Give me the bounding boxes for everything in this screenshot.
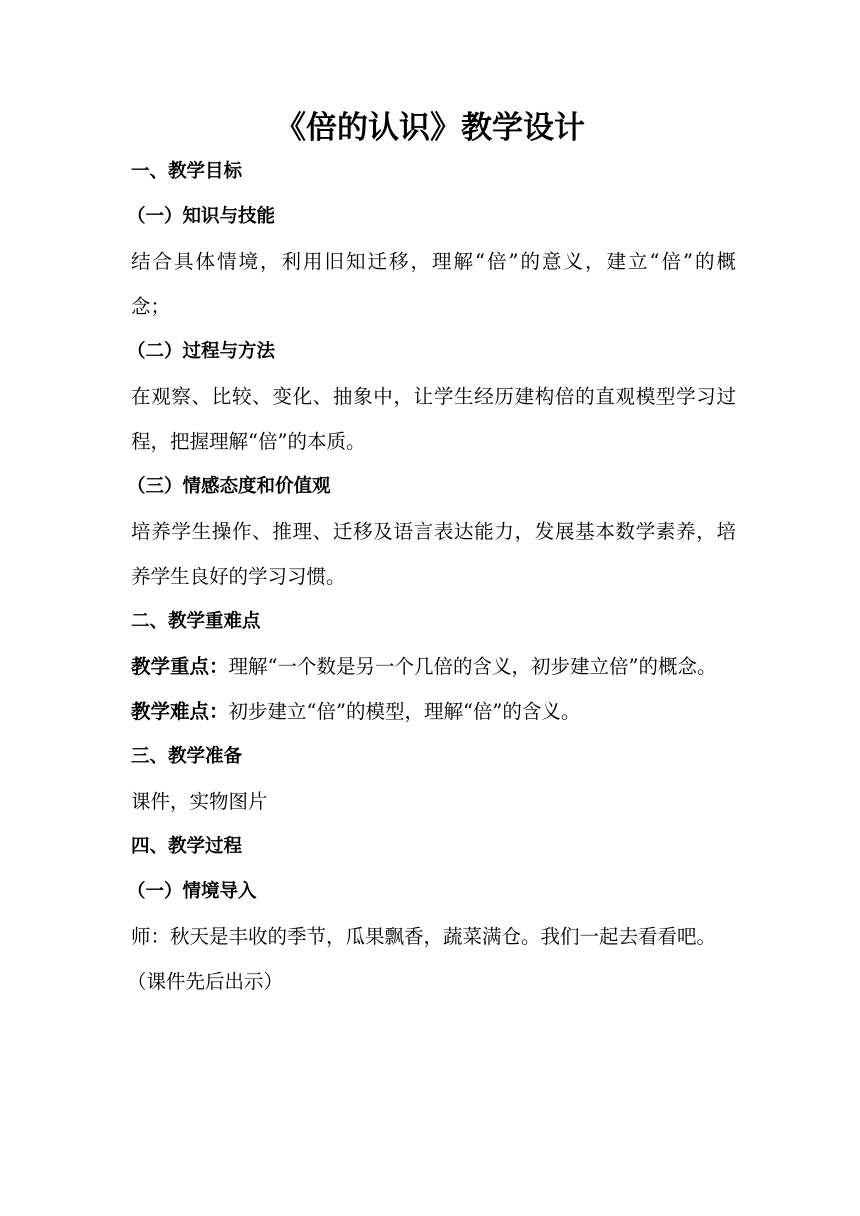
paragraph-line: 结合具体情境，利用旧知迁移，理解“倍”的意义，建立“倍”的概 [131,250,736,273]
key-point-text: 理解“一个数是另一个几倍的含义，初步建立倍”的概念。 [228,655,717,678]
preparation-text: 课件，实物图片 [131,790,268,813]
difficult-point-label: 教学难点： [131,700,229,723]
subheading-attitude-values: （三）情感态度和价值观 [127,476,331,497]
section-heading-process: 四、教学过程 [131,836,243,857]
paragraph-line: （课件先后出示） [127,970,284,993]
paragraph-line: 在观察、比较、变化、抽象中，让学生经历建构倍的直观模型学习过 [131,385,736,408]
section-heading-key-points: 二、教学重难点 [131,611,261,632]
paragraph-line: 师：秋天是丰收的季节，瓜果飘香，蔬菜满仓。我们一起去看看吧。 [131,925,717,948]
paragraph-line: 程，把握理解“倍”的本质。 [131,430,366,453]
key-point-line [131,652,736,682]
paragraph-line: 养学生良好的学习习惯。 [131,565,346,588]
key-point-label: 教学重点： [131,655,229,678]
difficult-point-line [131,697,736,727]
subheading-process-method: （二）过程与方法 [127,341,276,362]
subheading-knowledge-skills: （一）知识与技能 [127,206,276,227]
difficult-point-text: 初步建立“倍”的模型，理解“倍”的含义。 [228,700,581,723]
subheading-scenario-intro: （一）情境导入 [127,881,257,902]
paragraph-line: 培养学生操作、推理、迁移及语言表达能力，发展基本数学素养，培 [131,520,736,543]
section-heading-preparation: 三、教学准备 [131,746,243,767]
section-heading-objectives: 一、教学目标 [131,161,243,182]
paragraph-line: 念； [131,295,171,318]
document-title: 《倍的认识》教学设计 [275,110,585,146]
